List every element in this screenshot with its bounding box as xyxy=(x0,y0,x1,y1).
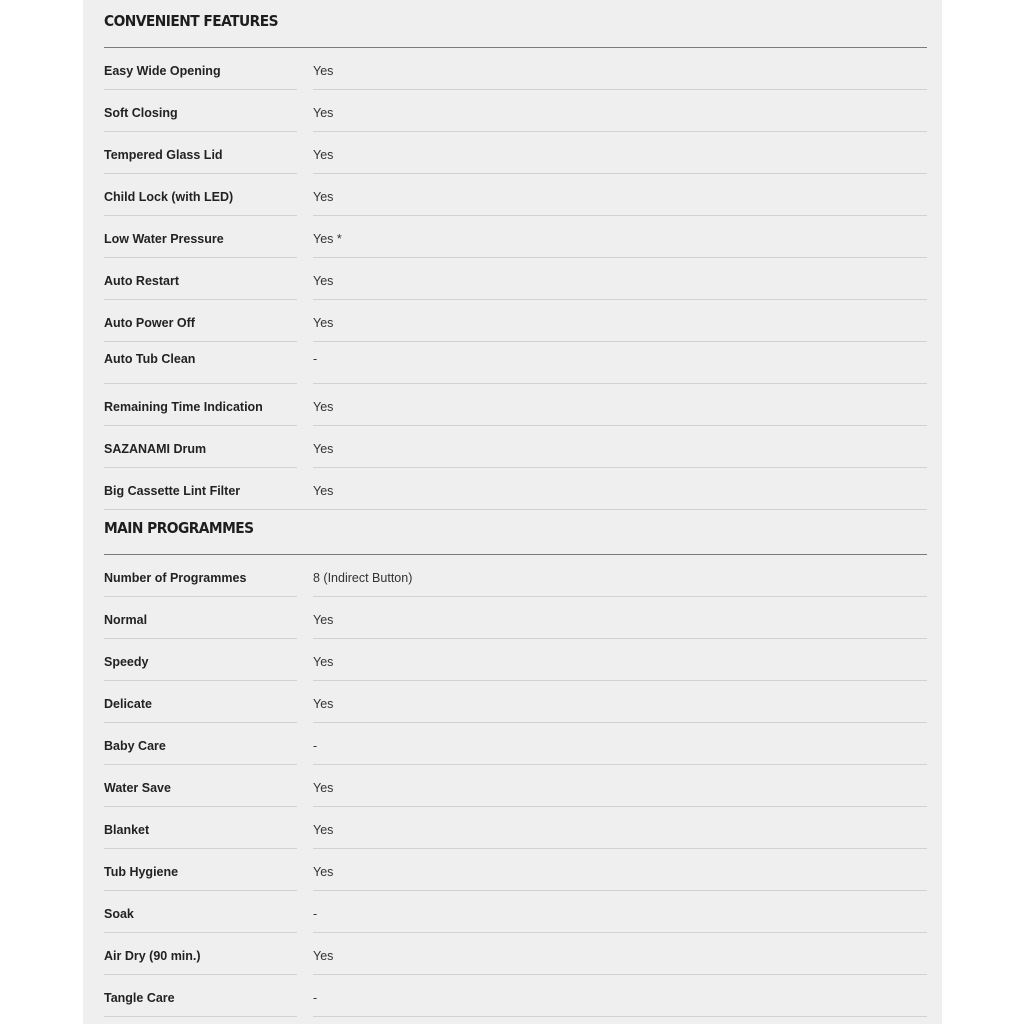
spec-value-cell xyxy=(313,258,927,300)
spec-label-cell xyxy=(104,90,297,132)
spec-row-water-save xyxy=(104,765,927,807)
spec-value-cell xyxy=(313,597,927,639)
spec-value-cell xyxy=(313,384,927,426)
spec-value-cell xyxy=(313,174,927,216)
spec-row-number-of-programmes xyxy=(104,555,927,597)
spec-label: Tangle Care xyxy=(104,991,175,1005)
spec-label: Delicate xyxy=(104,697,152,711)
spec-value: Yes xyxy=(313,190,334,204)
spec-value: Yes xyxy=(313,949,334,963)
spec-label-cell xyxy=(104,342,297,384)
spec-label-cell xyxy=(104,258,297,300)
spec-label: Auto Tub Clean xyxy=(104,352,196,366)
spec-row-delicate xyxy=(104,681,927,723)
spec-value-cell xyxy=(313,90,927,132)
spec-label: Air Dry (90 min.) xyxy=(104,949,201,963)
spec-row-auto-power-off xyxy=(104,300,927,342)
spec-label: Normal xyxy=(104,613,148,627)
spec-label: Soft Closing xyxy=(104,106,178,120)
spec-label-cell xyxy=(104,975,297,1017)
spec-row-low-water-pressure xyxy=(104,216,927,258)
spec-row-speedy xyxy=(104,639,927,681)
spec-row-normal xyxy=(104,597,927,639)
spec-row-tempered-glass-lid xyxy=(104,132,927,174)
spec-label-cell xyxy=(104,891,297,933)
spec-label-cell xyxy=(104,216,297,258)
main-programmes-section xyxy=(104,507,927,1017)
spec-value-cell xyxy=(313,216,927,258)
spec-label: Auto Restart xyxy=(104,274,180,288)
section-title-text: CONVENIENT FEATURES xyxy=(104,12,278,30)
spec-label-cell xyxy=(104,807,297,849)
spec-value-cell xyxy=(313,933,927,975)
section-title-text: MAIN PROGRAMMES xyxy=(104,519,254,537)
spec-row-remaining-time-indication xyxy=(104,384,927,426)
spec-value: Yes xyxy=(313,823,334,837)
spec-value-cell xyxy=(313,639,927,681)
spec-value-cell xyxy=(313,975,927,1017)
spec-value: Yes xyxy=(313,106,334,120)
spec-value: Yes xyxy=(313,148,334,162)
spec-value: - xyxy=(313,907,318,921)
spec-row-sazanami-drum xyxy=(104,426,927,468)
spec-value-cell xyxy=(313,342,927,384)
spec-label: Tub Hygiene xyxy=(104,865,179,879)
spec-row-baby-care xyxy=(104,723,927,765)
spec-label-cell xyxy=(104,48,297,90)
spec-row-auto-tub-clean xyxy=(104,342,927,384)
spec-label: Remaining Time Indication xyxy=(104,400,263,414)
spec-label: Tempered Glass Lid xyxy=(104,148,223,162)
spec-value: - xyxy=(313,739,318,753)
spec-label-cell xyxy=(104,174,297,216)
spec-label-cell xyxy=(104,132,297,174)
spec-label: Low Water Pressure xyxy=(104,232,224,246)
spec-value: Yes xyxy=(313,865,334,879)
spec-value: Yes xyxy=(313,316,334,330)
spec-label-cell xyxy=(104,300,297,342)
spec-value-cell xyxy=(313,48,927,90)
spec-value-cell xyxy=(313,765,927,807)
spec-label-cell xyxy=(104,555,297,597)
spec-label-cell xyxy=(104,639,297,681)
spec-label: Child Lock (with LED) xyxy=(104,190,234,204)
spec-label: Easy Wide Opening xyxy=(104,64,221,78)
spec-value: Yes xyxy=(313,781,334,795)
spec-value: Yes xyxy=(313,442,334,456)
spec-row-air-dry xyxy=(104,933,927,975)
spec-value-cell xyxy=(313,681,927,723)
section-title xyxy=(104,0,927,48)
spec-label: Speedy xyxy=(104,655,149,669)
spec-value: Yes xyxy=(313,697,334,711)
spec-value: Yes xyxy=(313,64,334,78)
spec-label-cell xyxy=(104,723,297,765)
spec-label: Big Cassette Lint Filter xyxy=(104,484,241,498)
spec-value-cell xyxy=(313,807,927,849)
spec-value-cell xyxy=(313,555,927,597)
spec-value: Yes xyxy=(313,484,334,498)
spec-value: - xyxy=(313,352,318,366)
spec-label-cell xyxy=(104,849,297,891)
spec-value: 8 (Indirect Button) xyxy=(313,571,413,585)
spec-label: Auto Power Off xyxy=(104,316,195,330)
spec-row-tub-hygiene xyxy=(104,849,927,891)
spec-value: Yes xyxy=(313,655,334,669)
spec-value-cell xyxy=(313,723,927,765)
spec-panel xyxy=(83,0,942,1024)
spec-row-blanket xyxy=(104,807,927,849)
spec-label-cell xyxy=(104,681,297,723)
spec-value: Yes xyxy=(313,400,334,414)
spec-label-cell xyxy=(104,384,297,426)
spec-value-cell xyxy=(313,426,927,468)
spec-row-soak xyxy=(104,891,927,933)
spec-label: Water Save xyxy=(104,781,171,795)
spec-value-cell xyxy=(313,849,927,891)
spec-value-cell xyxy=(104,468,927,510)
spec-value: Yes * xyxy=(313,232,342,246)
spec-row-big-cassette-lint-filter xyxy=(104,468,927,510)
spec-label-cell xyxy=(104,765,297,807)
spec-value-cell xyxy=(313,891,927,933)
spec-row-tangle-care xyxy=(104,975,927,1017)
spec-row-auto-restart xyxy=(104,258,927,300)
spec-value-cell xyxy=(313,132,927,174)
spec-label: Baby Care xyxy=(104,739,166,753)
spec-label: SAZANAMI Drum xyxy=(104,442,207,456)
section-title xyxy=(104,507,927,555)
spec-label: Soak xyxy=(104,907,134,921)
spec-label: Number of Programmes xyxy=(104,571,247,585)
spec-value: - xyxy=(313,991,318,1005)
spec-value-cell xyxy=(313,300,927,342)
convenient-features-section xyxy=(104,0,927,510)
spec-label: Blanket xyxy=(104,823,150,837)
spec-row-easy-wide-opening xyxy=(104,48,927,90)
spec-row-child-lock xyxy=(104,174,927,216)
spec-label-cell xyxy=(104,426,297,468)
spec-label-cell xyxy=(104,597,297,639)
spec-label-cell xyxy=(104,933,297,975)
spec-value: Yes xyxy=(313,274,334,288)
spec-value: Yes xyxy=(313,613,334,627)
spec-row-soft-closing xyxy=(104,90,927,132)
